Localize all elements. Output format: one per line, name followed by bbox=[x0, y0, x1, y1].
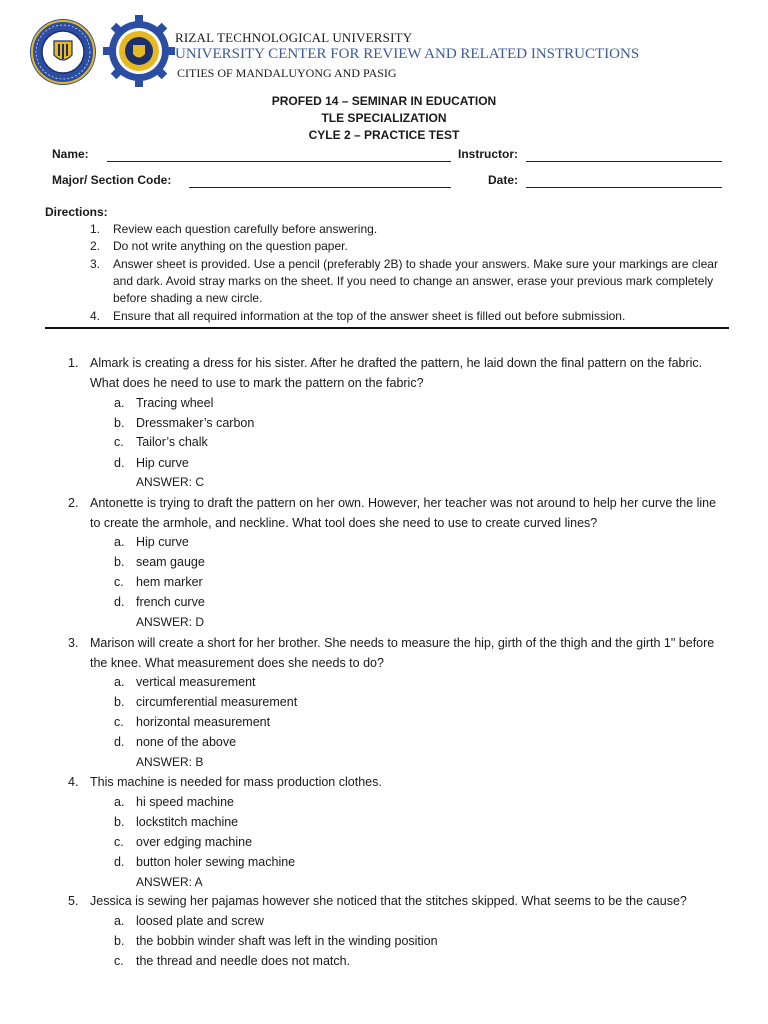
direction-number: 2. bbox=[90, 239, 101, 253]
question-number: 1. bbox=[68, 356, 79, 370]
direction-item bbox=[90, 308, 730, 325]
answer-key: ANSWER: D bbox=[136, 615, 205, 629]
direction-text: Answer sheet is provided. Use a pencil (preferably 2B) to shade your answers. Make sure your markings are clear and dark. Avoid stray marks on the sheet. If you need to change an answer, erase your previous mark completely before shading a new circle. bbox=[113, 257, 718, 305]
specialization-title: TLE SPECIALIZATION bbox=[321, 111, 447, 125]
option-text: the thread and needle does not match. bbox=[136, 954, 351, 968]
name-field[interactable] bbox=[107, 161, 451, 162]
question-text: This machine is needed for mass production clothes. bbox=[90, 775, 382, 789]
question-3 bbox=[0, 633, 768, 769]
option-letter: c. bbox=[114, 715, 124, 729]
option-text: vertical measurement bbox=[136, 675, 256, 689]
question-number: 2. bbox=[68, 496, 79, 510]
option-letter: d. bbox=[114, 595, 125, 609]
option-text: button holer sewing machine bbox=[136, 855, 296, 869]
question-1 bbox=[0, 353, 768, 489]
test-title: CYLE 2 – PRACTICE TEST bbox=[308, 128, 460, 142]
option-text: none of the above bbox=[136, 735, 237, 749]
option-text: Tracing wheel bbox=[136, 396, 214, 410]
option-letter: d. bbox=[114, 456, 125, 470]
direction-text: Ensure that all required information at the top of the answer sheet is filled out before submission. bbox=[113, 309, 626, 323]
question-text: Jessica is sewing her pajamas however she noticed that the stitches skipped. What seems to be the cause? bbox=[90, 894, 687, 908]
direction-item bbox=[90, 221, 730, 238]
option-letter: c. bbox=[114, 435, 124, 449]
option-letter: a. bbox=[114, 675, 125, 689]
option-text: Hip curve bbox=[136, 535, 189, 549]
option-letter: c. bbox=[114, 575, 124, 589]
option-text: lockstitch machine bbox=[136, 815, 239, 829]
directions-heading: Directions: bbox=[45, 205, 108, 219]
major-section-label: Major/ Section Code: bbox=[52, 173, 172, 187]
option-text: loosed plate and screw bbox=[136, 914, 264, 928]
option-letter: b. bbox=[114, 555, 125, 569]
question-4 bbox=[0, 772, 768, 892]
university-name: RIZAL TECHNOLOGICAL UNIVERSITY bbox=[175, 30, 413, 45]
answer-key: ANSWER: C bbox=[136, 475, 205, 489]
option-letter: a. bbox=[114, 396, 125, 410]
option-text: french curve bbox=[136, 595, 205, 609]
option-letter: b. bbox=[114, 934, 125, 948]
option-text: seam gauge bbox=[136, 555, 205, 569]
option-letter: b. bbox=[114, 815, 125, 829]
option-letter: d. bbox=[114, 855, 125, 869]
ucrri-gear-logo bbox=[102, 14, 176, 88]
option-letter: a. bbox=[114, 914, 125, 928]
option-text: over edging machine bbox=[136, 835, 253, 849]
option-text: horizontal measurement bbox=[136, 715, 271, 729]
direction-text: Do not write anything on the question paper. bbox=[113, 239, 348, 253]
answer-key: ANSWER: B bbox=[136, 755, 204, 769]
question-number: 5. bbox=[68, 894, 79, 908]
direction-number: 1. bbox=[90, 222, 101, 236]
section-divider bbox=[45, 327, 729, 329]
option-letter: b. bbox=[114, 416, 125, 430]
review-center-name: UNIVERSITY CENTER FOR REVIEW AND RELATED INSTRUCTIONS bbox=[175, 46, 640, 62]
option-letter: c. bbox=[114, 954, 124, 968]
option-text: Tailor’s chalk bbox=[136, 435, 208, 449]
question-number: 4. bbox=[68, 775, 79, 789]
date-label: Date: bbox=[488, 173, 519, 187]
direction-number: 4. bbox=[90, 309, 101, 323]
date-field[interactable] bbox=[526, 187, 722, 188]
option-letter: a. bbox=[114, 795, 125, 809]
major-section-field[interactable] bbox=[189, 187, 451, 188]
answer-key: ANSWER: A bbox=[136, 875, 203, 889]
question-text: Antonette is trying to draft the pattern on her own. However, her teacher was not around to help her curve the line to create the armhole, and neckline. What tool does she need to use to create curved lines? bbox=[90, 496, 717, 530]
instructor-label: Instructor: bbox=[458, 147, 518, 161]
question-text: Marison will create a short for her brother. She needs to measure the hip, girth of the thigh and the girth 1" before the knee. What measurement does she needs to do? bbox=[90, 636, 715, 670]
question-number: 3. bbox=[68, 636, 79, 650]
direction-number: 3. bbox=[90, 257, 101, 271]
rtu-seal-logo bbox=[28, 17, 98, 87]
option-letter: b. bbox=[114, 695, 125, 709]
option-text: Dressmaker’s carbon bbox=[136, 416, 255, 430]
option-text: circumferential measurement bbox=[136, 695, 298, 709]
course-title: PROFED 14 – SEMINAR IN EDUCATION bbox=[271, 94, 497, 108]
name-label: Name: bbox=[52, 147, 89, 161]
option-text: Hip curve bbox=[136, 456, 189, 470]
direction-item bbox=[90, 256, 730, 307]
option-text: hi speed machine bbox=[136, 795, 234, 809]
option-letter: d. bbox=[114, 735, 125, 749]
option-text: hem marker bbox=[136, 575, 203, 589]
question-5 bbox=[0, 891, 768, 981]
question-2 bbox=[0, 493, 768, 629]
cities-subtitle: CITIES OF MANDALUYONG AND PASIG bbox=[177, 66, 397, 80]
instructor-field[interactable] bbox=[526, 161, 722, 162]
option-letter: c. bbox=[114, 835, 124, 849]
direction-item bbox=[90, 238, 730, 255]
question-text: Almark is creating a dress for his sister. After he drafted the pattern, he laid down the final pattern on the fabric. What does he need to use to mark the pattern on the fabric? bbox=[90, 356, 703, 390]
option-text: the bobbin winder shaft was left in the winding position bbox=[136, 934, 438, 948]
direction-text: Review each question carefully before answering. bbox=[113, 222, 378, 236]
option-letter: a. bbox=[114, 535, 125, 549]
